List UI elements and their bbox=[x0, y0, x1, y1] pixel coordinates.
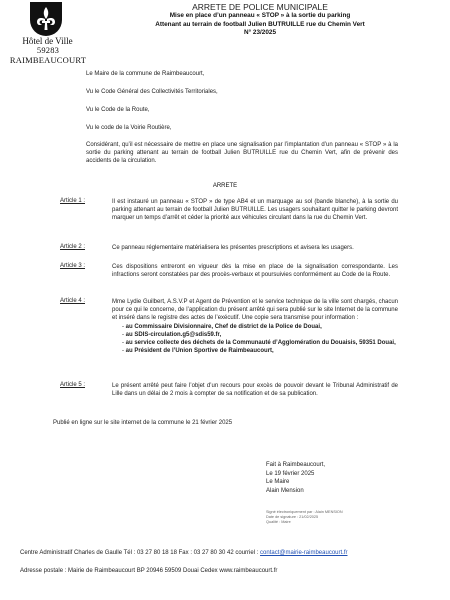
article-5-text: Le présent arrêté peut faire l’objet d’un recours pour excès de pouvoir devant le Tribunal Administratif de Lille dans un délai de 2 mois à compter de sa notification et de sa publication. bbox=[112, 383, 398, 398]
signature-block bbox=[266, 461, 325, 495]
document-subtitle-2: Attenant au terrain de football Julien BUTRUILLE rue du Chemin Vert bbox=[155, 20, 365, 28]
signature-name: Alain Mension bbox=[266, 487, 304, 494]
document-number: N° 23/2025 bbox=[243, 29, 277, 36]
article-4-text: Mme Lydie Guilbert, A.S.V.P et Agent de Prévention et le service technique de la ville sont chargés, chacun pour ce qui le concerne, de l’application du présent arrêté qui sera publié sur le site Internet de la commune et inséré dans le registre des actes de l’exécutif. Une copie sera transmise pour information : bbox=[112, 299, 398, 322]
signature-place: Fait à Raimbeaucourt, bbox=[266, 462, 326, 468]
article-4-recipients bbox=[112, 323, 398, 356]
signature-role: Le Maire bbox=[266, 479, 290, 485]
footer-contact bbox=[20, 550, 348, 556]
esign-signer: Signé électroniquement par : Alain MENSION bbox=[266, 510, 343, 514]
article-4-block bbox=[112, 298, 398, 355]
publication-note: Publié en ligne sur le site internet de la commune le 21 février 2025 bbox=[53, 420, 233, 426]
document-subtitle-1: Mise en place d’un panneau « STOP » à la sortie du parking bbox=[169, 12, 351, 19]
recipient-item: - au SDIS-circulation.g5@sdis59.fr, bbox=[122, 331, 398, 339]
preamble-mayor: Le Maire de la commune de Raimbeaucourt, bbox=[86, 71, 205, 77]
electronic-signature-stamp bbox=[266, 510, 343, 526]
esign-quality: Qualité : Maire bbox=[266, 520, 291, 525]
town-crest bbox=[30, 2, 62, 36]
recipient-item: - au Commissaire Divisionnaire, Chef de district de la Police de Douai, bbox=[122, 323, 398, 331]
article-5-label: Article 5 : bbox=[60, 382, 86, 388]
logo-town-name: 59283 RAIMBEAUCOURT bbox=[9, 45, 87, 65]
footer-address: Adresse postale : Mairie de Raimbeaucourt BP 20946 59509 Douai Cedex www.raimbeaucourt.fr bbox=[20, 568, 278, 574]
decision-heading: ARRETE bbox=[212, 183, 238, 189]
fleur-de-lis-icon bbox=[35, 6, 57, 32]
recipient-item: - au service collecte des déchets de la Communauté d’Agglomération du Douaisis, 59351 Douai, bbox=[122, 339, 398, 347]
article-3-label: Article 3 : bbox=[60, 263, 86, 269]
logo-town-hall: Hôtel de Ville bbox=[22, 36, 73, 46]
preamble-code-route: Vu le Code de la Route, bbox=[86, 107, 150, 113]
article-1-text: Il est instauré un panneau « STOP » de type AB4 et un marquage au sol (bande blanche), à la sortie du parking attenant au terrain de football Julien BUTRUILLE. Les usagers souhaitant quitter le parking devront marquer un temps d’arrêt et céder la priorité aux véhicules circulant dans la rue du Chemin Vert. bbox=[112, 199, 398, 222]
preamble-code-voirie: Vu le code de la Voirie Routière, bbox=[86, 125, 172, 131]
article-2-text: Ce panneau réglementaire matérialisera les présentes prescriptions et avisera les usagers. bbox=[112, 245, 354, 251]
esign-date: Date de signature : 21/02/2025 bbox=[266, 515, 319, 520]
document-title-block bbox=[110, 2, 410, 38]
article-1-label: Article 1 : bbox=[60, 198, 86, 204]
recipient-item: - au Président de l’Union Sportive de Raimbeaucourt, bbox=[122, 347, 398, 355]
article-3-text: Ces dispositions entreront en vigueur dès la mise en place de la signalisation correspondante. Les infractions seront constatées par des procès-verbaux et poursuivies conformément au Code de la Route. bbox=[112, 264, 398, 279]
document-title: ARRETE DE POLICE MUNICIPALE bbox=[192, 2, 328, 12]
preamble-considerant: Considérant, qu’il est nécessaire de mettre en place une signalisation par l’implantation d’un panneau « STOP » à la sortie du parking attenant au terrain de football Julien BUTRUILLE rue du Chemin Vert, afin de prévenir des accidents de la circulation. bbox=[86, 142, 398, 165]
article-2-label: Article 2 : bbox=[60, 244, 86, 250]
contact-email-link[interactable]: contact@mairie-raimbeaucourt.fr bbox=[260, 550, 348, 556]
footer-contact-text: Centre Administratif Charles de Gaulle Tél : 03 27 80 18 18 Fax : 03 27 80 30 42 courriel : bbox=[20, 550, 261, 556]
preamble-cgct: Vu le Code Général des Collectivités Territoriales, bbox=[86, 89, 218, 95]
signature-date: Le 19 février 2025 bbox=[266, 470, 315, 477]
article-4-label: Article 4 : bbox=[60, 298, 86, 304]
